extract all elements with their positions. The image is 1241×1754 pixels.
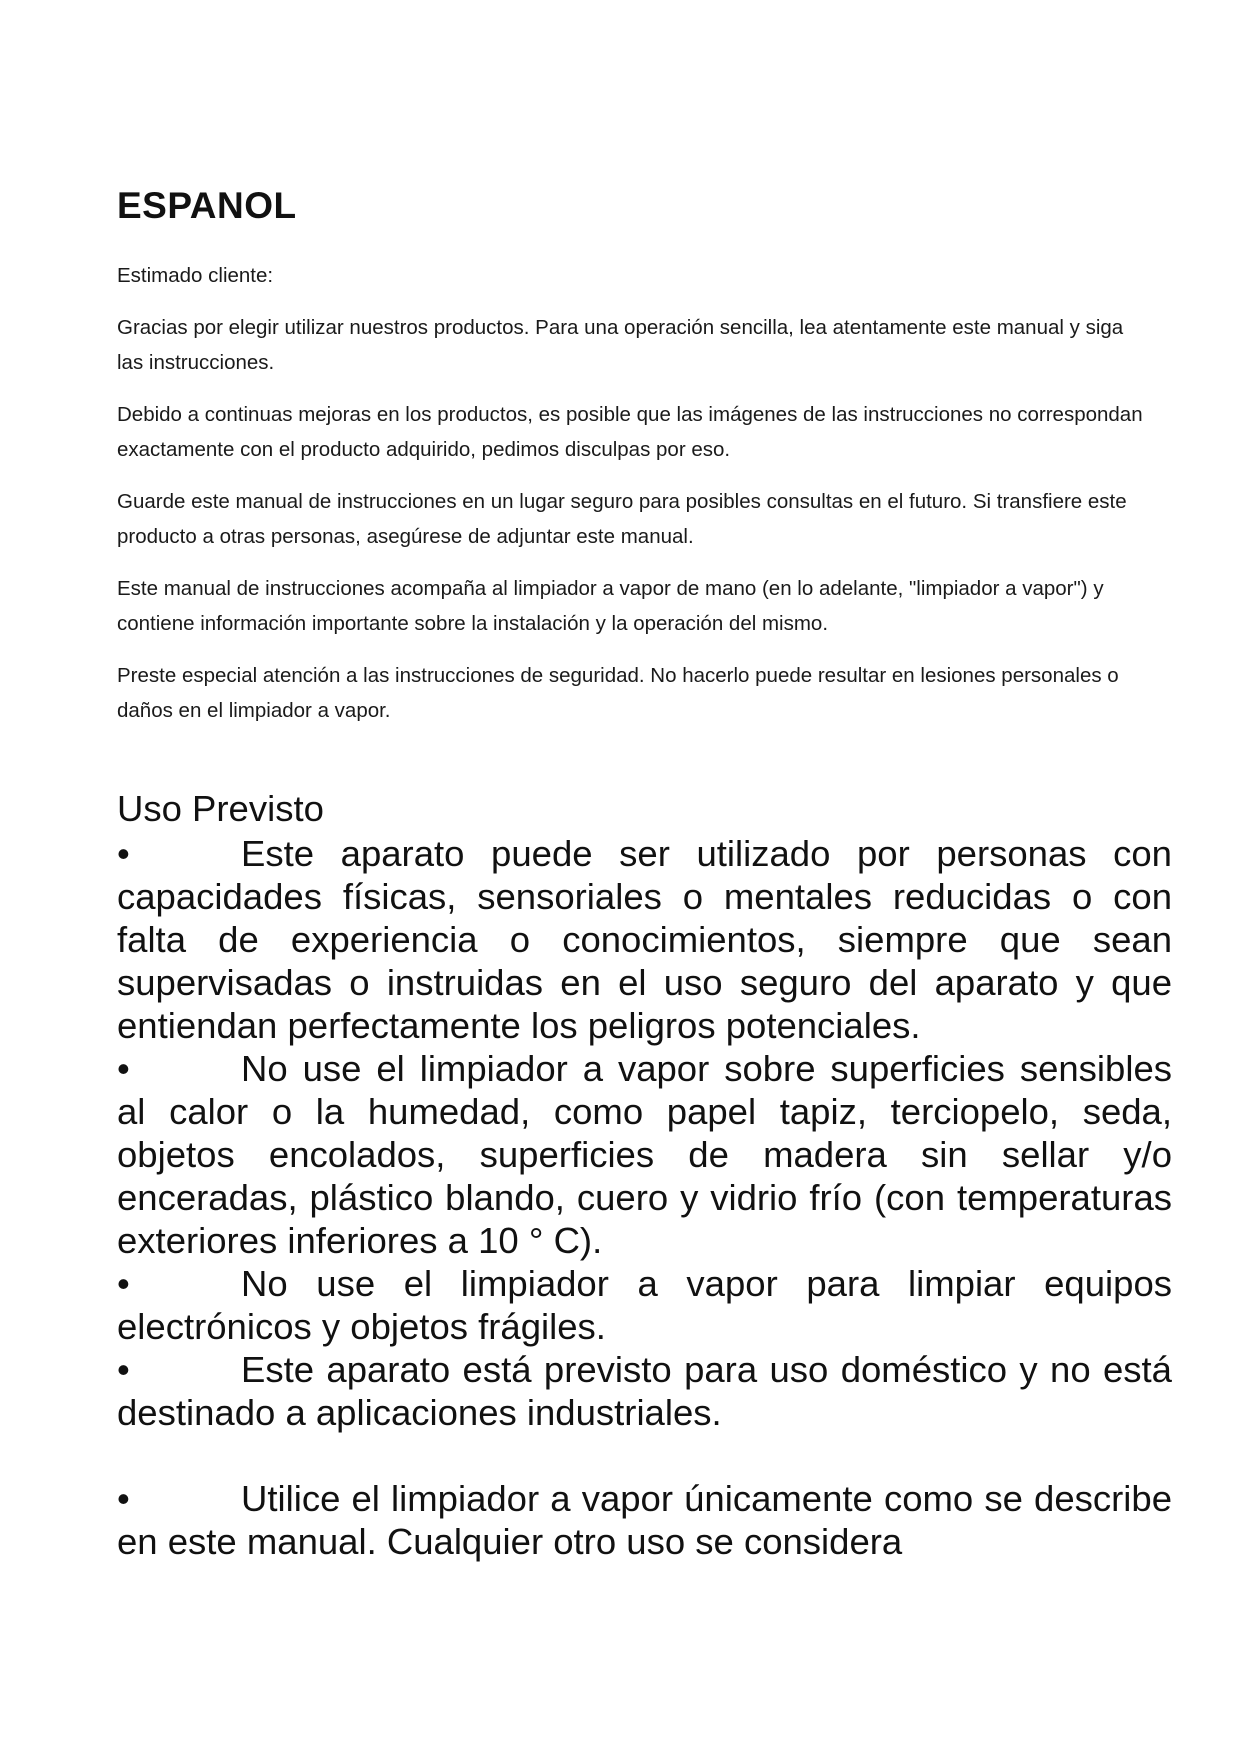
bullet-icon: •	[117, 833, 130, 874]
intended-use-section	[117, 786, 1172, 1563]
section-title: Uso Previsto	[117, 788, 324, 829]
intro-paragraph: Guarde este manual de instrucciones en un lugar seguro para posibles consultas en el futuro. Si transfiere este producto a otras personas, asegúrese de adjuntar este manual.	[117, 490, 1127, 548]
list-item	[117, 832, 1172, 1047]
list-item-text: No use el limpiador a vapor sobre superficies sensibles al calor o la humedad, como papel tapiz, terciopelo, seda, objetos encolados, superficies de madera sin sellar y/o enceradas, plástico blando, cuero y vidrio frío (con temperaturas exteriores inferiores a 10 ° C).	[117, 1048, 1172, 1261]
intended-use-list	[117, 832, 1172, 1563]
intro-paragraph: Debido a continuas mejoras en los productos, es posible que las imágenes de las instrucciones no correspondan exactamente con el producto adquirido, pedimos disculpas por eso.	[117, 403, 1143, 461]
list-item-text: Este aparato está previsto para uso doméstico y no está destinado a aplicaciones industriales.	[117, 1349, 1172, 1433]
list-item-text: No use el limpiador a vapor para limpiar equipos electrónicos y objetos frágiles.	[117, 1263, 1172, 1347]
list-item	[117, 1262, 1172, 1348]
list-item-text: Este aparato puede ser utilizado por personas con capacidades físicas, sensoriales o mentales reducidas o con falta de experiencia o conocimientos, siempre que sean supervisadas o instruidas en el uso seguro del aparato y que entiendan perfectamente los peligros potenciales.	[117, 833, 1172, 1046]
bullet-icon: •	[117, 1478, 130, 1519]
intro-paragraph: Este manual de instrucciones acompaña al limpiador a vapor de mano (en lo adelante, "limpiador a vapor") y contiene información importante sobre la instalación y la operación del mismo.	[117, 577, 1104, 635]
language-heading: ESPANOL	[117, 185, 297, 226]
bullet-icon: •	[117, 1048, 130, 1089]
bullet-icon: •	[117, 1349, 130, 1390]
intro-paragraph: Gracias por elegir utilizar nuestros productos. Para una operación sencilla, lea atentamente este manual y siga las instrucciones.	[117, 316, 1124, 374]
list-item	[117, 1047, 1172, 1262]
intro-paragraph: Preste especial atención a las instrucciones de seguridad. No hacerlo puede resultar en lesiones personales o daños en el limpiador a vapor.	[117, 664, 1119, 722]
bullet-icon: •	[117, 1263, 130, 1304]
intro-section	[117, 258, 1147, 745]
list-item-text: Utilice el limpiador a vapor únicamente como se describe en este manual. Cualquier otro uso se considera	[117, 1478, 1172, 1562]
greeting-paragraph: Estimado cliente:	[117, 264, 274, 287]
list-item	[117, 1348, 1172, 1434]
list-item	[117, 1477, 1172, 1563]
